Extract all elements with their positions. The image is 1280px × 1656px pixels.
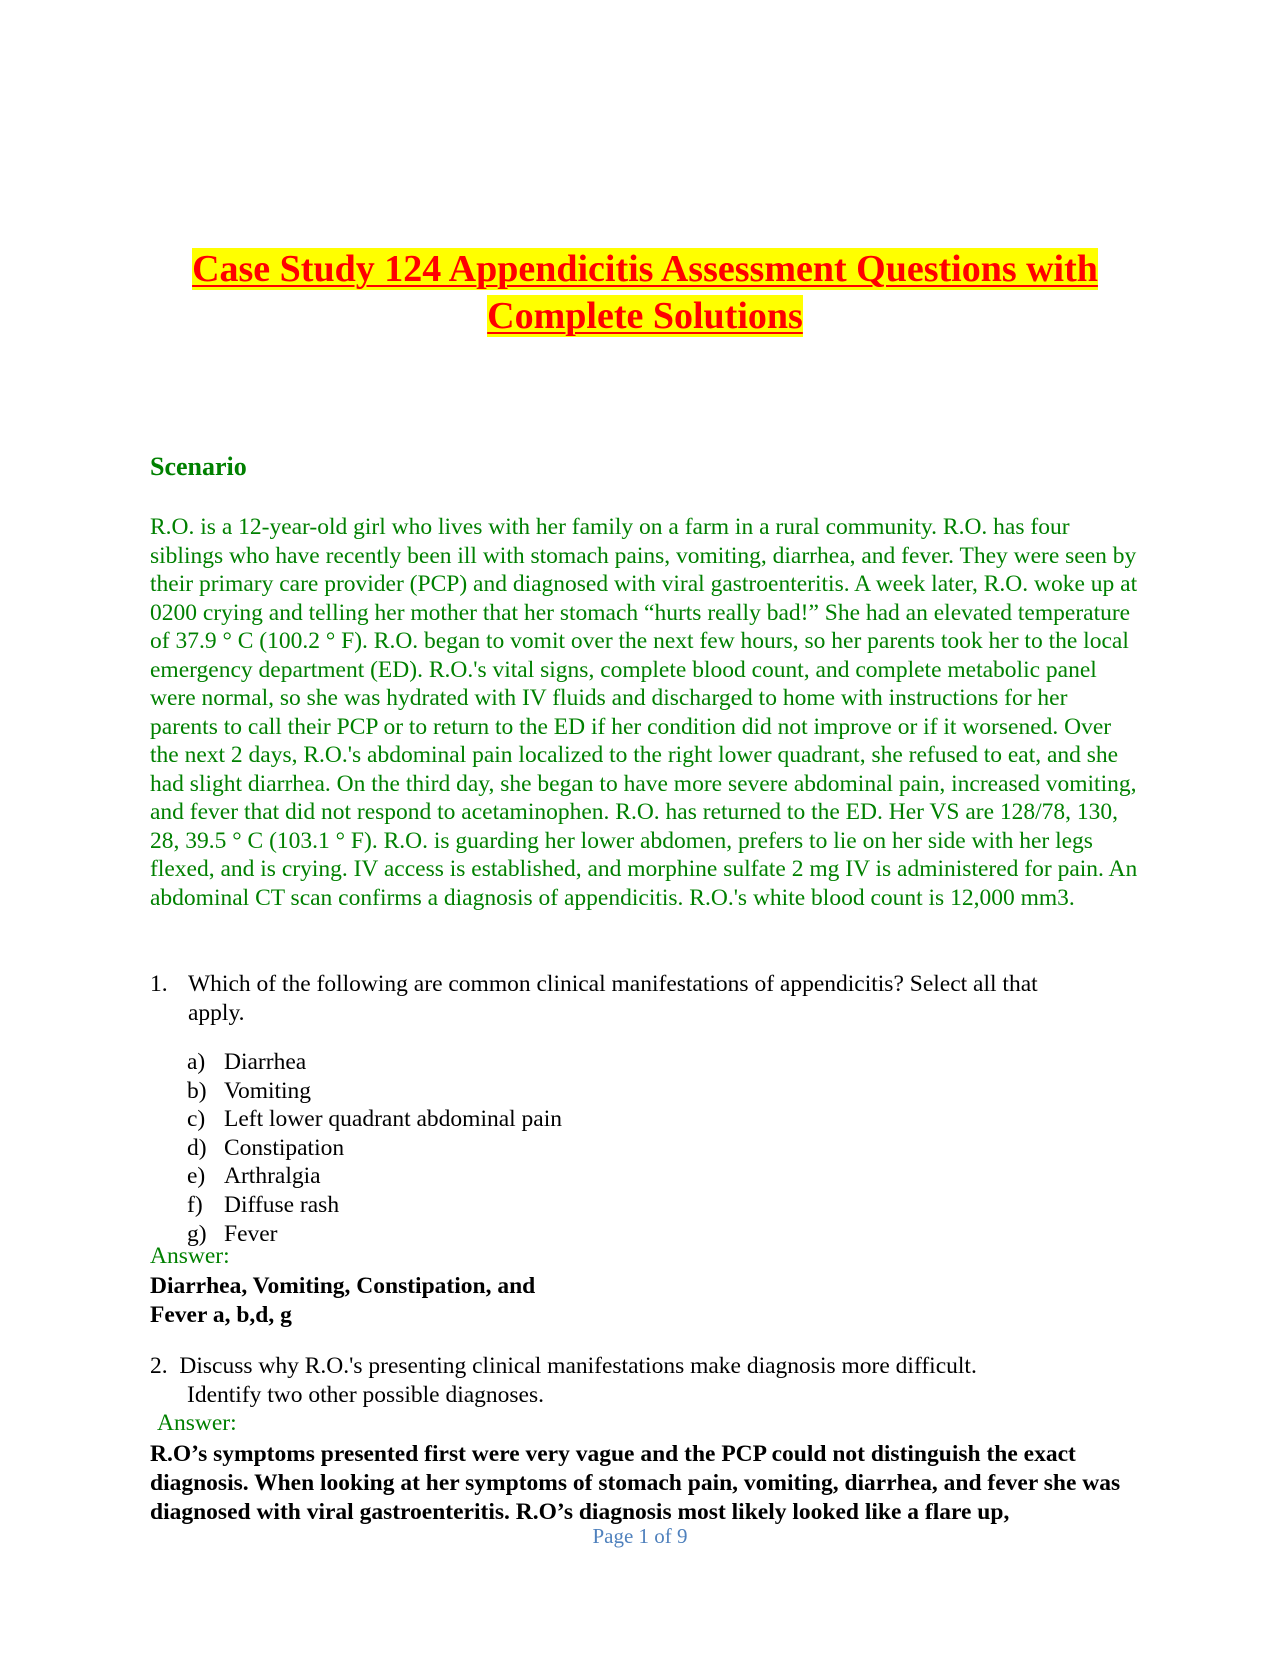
document-title xyxy=(150,246,1140,340)
option-text: Diarrhea xyxy=(224,1049,307,1075)
option-letter: f) xyxy=(187,1191,203,1218)
option-item xyxy=(187,1077,562,1106)
option-letter: g) xyxy=(187,1220,207,1247)
question-2-text-line-1: Discuss why R.O.'s presenting clinical manifestations make diagnosis more difficult. xyxy=(179,1353,977,1379)
title-line-2: Complete Solutions xyxy=(487,295,803,337)
question-1-text: Which of the following are common clinical manifestations of appendicitis? Select all that apply. xyxy=(188,971,1038,1026)
question-2-number: 2. xyxy=(150,1353,168,1379)
option-letter: a) xyxy=(187,1049,206,1075)
option-item xyxy=(187,1048,562,1077)
scenario-paragraph: R.O. is a 12-year-old girl who lives with her family on a farm in a rural community. R.O. has four siblings who have recently been ill with stomach pains, vomiting, diarrhea, and fever. They were seen by their primary care provider (PCP) and diagnosed with viral gastroenteritis. A week later, R.O. woke up at 0200 crying and telling her mother that her stomach “hurts really bad!” She had an elevated temperature of 37.9 ° C (100.2 ° F). R.O. began to vomit over the next few hours, so her parents took her to the local emergency department (ED). R.O.'s vital signs, complete blood count, and complete metabolic panel were normal, so she was hydrated with IV fluids and discharged to home with instructions for her parents to call their PCP or to return to the ED if her condition did not improve or if it worsened. Over the next 2 days, R.O.'s abdominal pain localized to the right lower quadrant, she refused to eat, and she had slight diarrhea. On the third day, she began to have more severe abdominal pain, increased vomiting, and fever that did not respond to acetaminophen. R.O. has returned to the ED. Her VS are 128/78, 130, 28, 39.5 ° C (103.1 ° F). R.O. is guarding her lower abdomen, prefers to lie on her side with her legs flexed, and is crying. IV access is established, and morphine sulfate 2 mg IV is administered for pain. An abdominal CT scan confirms a diagnosis of appendicitis. R.O.'s white blood count is 12,000 mm3. xyxy=(150,514,1138,911)
option-item xyxy=(187,1191,562,1220)
question-1-answer-line-2: Fever a, b,d, g xyxy=(150,1302,292,1328)
question-2 xyxy=(150,1352,1140,1410)
option-text: Vomiting xyxy=(224,1077,312,1104)
scenario-heading: Scenario xyxy=(150,452,247,481)
question-2-text-line-2: Identify two other possible diagnoses. xyxy=(187,1382,545,1408)
option-letter: e) xyxy=(187,1163,206,1190)
question-1-options xyxy=(187,1048,562,1248)
option-item xyxy=(187,1105,562,1134)
option-text: Left lower quadrant abdominal pain xyxy=(224,1106,563,1133)
question-1-number: 1. xyxy=(150,971,168,997)
option-text: Diffuse rash xyxy=(224,1191,340,1218)
option-letter: b) xyxy=(187,1077,207,1104)
option-text: Fever xyxy=(224,1220,278,1247)
option-text: Constipation xyxy=(224,1134,345,1161)
option-letter: d) xyxy=(187,1134,207,1161)
question-1 xyxy=(150,970,1140,1028)
option-text: Arthralgia xyxy=(224,1163,321,1190)
option-item xyxy=(187,1134,562,1163)
title-line-1: Case Study 124 Appendicitis Assessment Questions with xyxy=(192,248,1098,290)
question-2-answer-label: Answer: xyxy=(157,1410,237,1436)
question-1-answer-line-1: Diarrhea, Vomiting, Constipation, and xyxy=(150,1273,536,1299)
option-item xyxy=(187,1220,562,1249)
question-1-answer-label: Answer: xyxy=(150,1243,230,1269)
question-1-answer xyxy=(150,1272,1140,1330)
question-2-answer: R.O’s symptoms presented first were very vague and the PCP could not distinguish the exact diagnosis. When looking at her symptoms of stomach pain, vomiting, diarrhea, and fever she was diagnosed with viral gastroenteritis. R.O’s diagnosis most likely looked like a flare up, xyxy=(150,1441,1121,1525)
option-item xyxy=(187,1162,562,1191)
page-number-footer: Page 1 of 9 xyxy=(592,1524,688,1548)
option-letter: c) xyxy=(187,1106,206,1133)
